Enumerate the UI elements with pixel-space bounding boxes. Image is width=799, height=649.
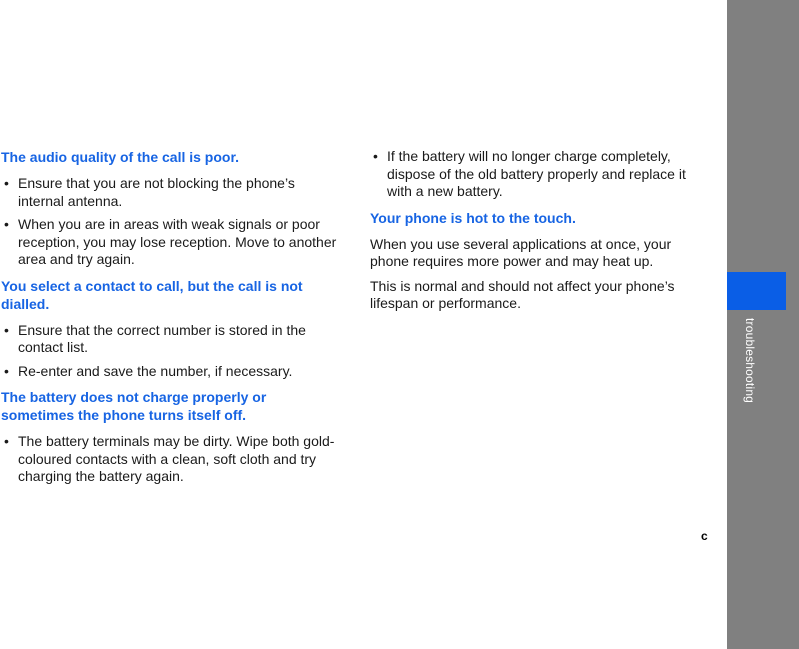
bullet-icon: • <box>4 216 9 232</box>
section-tab <box>727 272 786 310</box>
bullet-text: Re-enter and save the number, if necessary. <box>18 362 293 379</box>
heading-phone-hot: Your phone is hot to the touch. <box>370 209 576 226</box>
heading-audio-quality: The audio quality of the call is poor. <box>1 149 240 165</box>
bullet-list-battery <box>1 433 341 486</box>
right-column <box>370 148 710 320</box>
left-column <box>1 148 341 494</box>
list-item <box>1 322 341 357</box>
bullet-list-battery-continued <box>370 148 710 201</box>
heading-call-not-dialled: You select a contact to call, but the call is not dialled. <box>1 277 303 312</box>
list-item <box>1 175 341 210</box>
bullet-text: When you are in areas with weak signals or poor reception, you may lose reception. Move to another area and try again. <box>18 216 337 267</box>
heading-battery-charge: The battery does not charge properly or sometimes the phone turns itself off. <box>1 389 267 423</box>
list-item <box>370 148 710 201</box>
bullet-icon: • <box>4 321 9 338</box>
list-item <box>1 363 341 381</box>
section-label: troubleshooting <box>743 318 757 404</box>
list-item <box>1 433 341 486</box>
bullet-text: If the battery will no longer charge completely, dispose of the old battery properly and replace it with a new battery. <box>387 148 686 199</box>
list-item <box>1 216 341 269</box>
paragraph: This is normal and should not affect your phone’s lifespan or performance. <box>370 277 675 311</box>
bullet-icon: • <box>4 175 9 191</box>
paragraph: When you use several applications at once, your phone requires more power and may heat up. <box>370 235 672 269</box>
page-letter: c <box>701 529 708 543</box>
bullet-list-audio <box>1 175 341 269</box>
bullet-text: Ensure that the correct number is stored in the contact list. <box>18 321 306 355</box>
bullet-icon: • <box>4 433 9 449</box>
bullet-text: The battery terminals may be dirty. Wipe both gold-coloured contacts with a clean, soft cloth and try charging the battery again. <box>18 433 335 484</box>
bullet-icon: • <box>373 148 378 164</box>
bullet-icon: • <box>4 362 9 379</box>
side-strip <box>727 0 799 649</box>
bullet-text: Ensure that you are not blocking the phone’s internal antenna. <box>18 175 295 209</box>
bullet-list-dial <box>1 322 341 381</box>
